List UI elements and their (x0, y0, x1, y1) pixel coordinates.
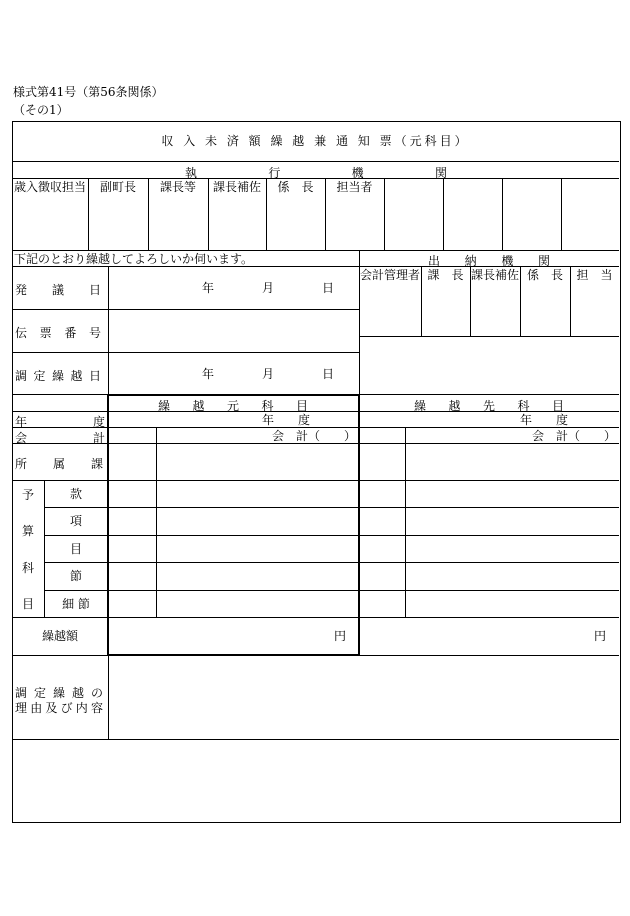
carry-date-month: 月 (262, 367, 275, 381)
treasury-section-chief: 課 長 (427, 268, 464, 282)
budget-label-2: 算 (21, 524, 34, 538)
slip-number-label: 伝 票 番 号 (15, 326, 101, 340)
budget-item-kou: 項 (69, 514, 82, 528)
dest-year: 年 度 (520, 413, 569, 427)
dest-account: 会 計（ ） (532, 429, 617, 443)
form-title: 収 入 未 済 額 繰 越 兼 通 知 票（元科目） (161, 134, 470, 148)
treasury-subsection-chief: 係 長 (526, 268, 563, 282)
reason-label-line1: 調 定 繰 越 の (15, 686, 103, 700)
carry-amount-label: 繰越額 (41, 629, 78, 643)
source-year: 年 度 (262, 413, 311, 427)
dest-amount-yen: 円 (594, 629, 607, 643)
budget-item-setsu: 節 (69, 569, 82, 583)
approver-deputy-mayor: 副町長 (99, 180, 136, 194)
department-label: 所 属 課 (15, 457, 103, 471)
approver-assistant-chief: 課長補佐 (212, 180, 261, 194)
source-heading: 繰 越 元 科 目 (158, 399, 308, 413)
treasury-person-in-charge: 担 当 (576, 268, 613, 282)
budget-label-4: 目 (21, 597, 34, 611)
treasury-label: 出 納 機 関 (428, 254, 550, 268)
dest-heading: 繰 越 先 科 目 (414, 399, 564, 413)
budget-label-3: 科 (21, 561, 34, 575)
budget-item-saisetsu: 細 節 (62, 597, 90, 611)
treasury-assistant-chief: 課長補佐 (470, 268, 519, 282)
year-label: 年 度 (15, 415, 105, 429)
issue-date-month: 月 (262, 281, 275, 295)
approver-section-chief: 課長等 (159, 180, 196, 194)
budget-item-kan: 款 (69, 487, 82, 501)
carry-date-year: 年 (202, 367, 215, 381)
form-sub-number: （その1） (13, 103, 69, 117)
carry-date-label: 調 定 繰 越 日 (15, 369, 101, 383)
issue-date-label: 発 議 日 (15, 283, 101, 297)
source-account: 会 計（ ） (272, 429, 357, 443)
source-amount-yen: 円 (334, 629, 347, 643)
request-text: 下記のとおり繰越してよろしいか伺います。 (14, 252, 254, 266)
approver-person-in-charge: 担当者 (336, 180, 373, 194)
form-number: 様式第41号（第56条関係） (13, 85, 164, 99)
reason-label-line2: 理 由 及 び 内 容 (15, 701, 103, 715)
account-label: 会 計 (15, 431, 105, 445)
budget-item-moku: 目 (69, 542, 82, 556)
treasury-accounting-manager: 会計管理者 (359, 268, 420, 282)
carry-date-day: 日 (322, 367, 335, 381)
budget-label-1: 予 (21, 488, 34, 502)
exec-agency-label: 執 行 機 関 (185, 166, 447, 180)
approver-subsection-chief: 係 長 (277, 180, 314, 194)
issue-date-year: 年 (202, 281, 215, 295)
approver-revenue-officer: 歳入徴収担当 (14, 180, 87, 194)
issue-date-day: 日 (322, 281, 335, 295)
